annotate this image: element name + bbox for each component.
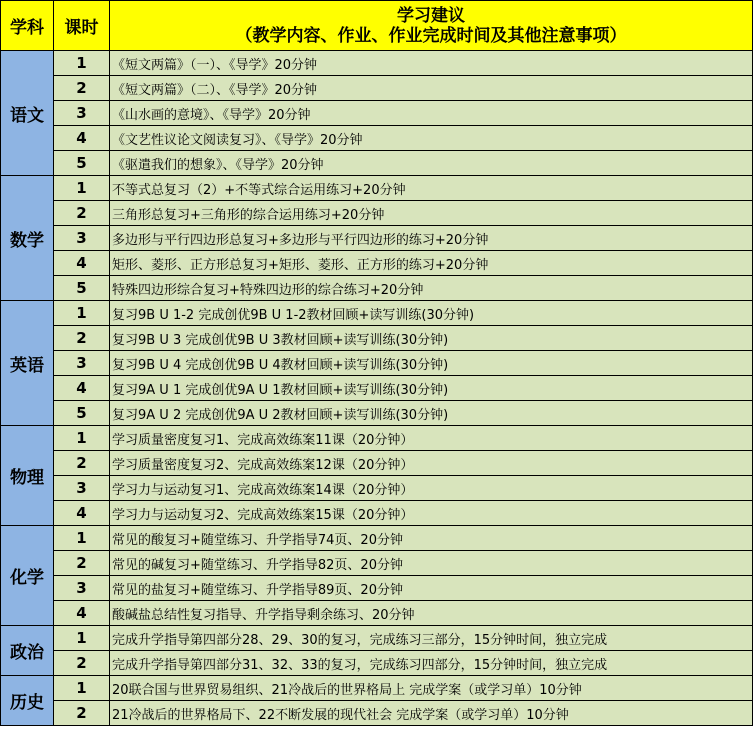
table-row [1,101,753,126]
table-body [1,51,753,726]
advice-cell: 完成升学指导第四部分31、32、33的复习，完成练习四部分，15分钟时间，独立完成 [110,651,753,676]
advice-cell: 学习质量密度复习1、完成高效练案11课（20分钟） [110,426,753,451]
period-cell: 4 [54,601,110,626]
advice-cell: 酸碱盐总结性复习指导、升学指导剩余练习、20分钟 [110,601,753,626]
period-cell: 3 [54,476,110,501]
table-row [1,251,753,276]
period-cell: 4 [54,126,110,151]
period-cell: 1 [54,176,110,201]
table-row [1,276,753,301]
advice-cell: 《文艺性议论文阅读复习》、《导学》20分钟 [110,126,753,151]
table-row [1,476,753,501]
table-row [1,401,753,426]
advice-cell: 矩形、菱形、正方形总复习+矩形、菱形、正方形的练习+20分钟 [110,251,753,276]
table-row [1,351,753,376]
header-subject: 学科 [1,1,54,51]
subject-cell: 英语 [1,301,54,426]
period-cell: 1 [54,426,110,451]
subject-cell: 历史 [1,676,54,726]
table-row [1,51,753,76]
subject-cell: 数学 [1,176,54,301]
table-row [1,676,753,701]
period-cell: 5 [54,401,110,426]
period-cell: 1 [54,626,110,651]
subject-cell: 政治 [1,626,54,676]
advice-cell: 完成升学指导第四部分28、29、30的复习，完成练习三部分，15分钟时间，独立完成 [110,626,753,651]
header-advice [110,1,753,51]
period-cell: 2 [54,451,110,476]
period-cell: 2 [54,551,110,576]
period-cell: 1 [54,676,110,701]
period-cell: 3 [54,226,110,251]
period-cell: 1 [54,301,110,326]
advice-cell: 多边形与平行四边形总复习+多边形与平行四边形的练习+20分钟 [110,226,753,251]
advice-cell: 常见的碱复习+随堂练习、升学指导82页、20分钟 [110,551,753,576]
advice-cell: 《短文两篇》（二）、《导学》20分钟 [110,76,753,101]
table-row [1,76,753,101]
period-cell: 4 [54,251,110,276]
table-row [1,501,753,526]
advice-cell: 学习质量密度复习2、完成高效练案12课（20分钟） [110,451,753,476]
subject-cell: 语文 [1,51,54,176]
table-row [1,701,753,726]
subject-cell: 物理 [1,426,54,526]
table-row [1,126,753,151]
header-advice-subtitle: （教学内容、作业、作业完成时间及其他注意事项） [235,25,627,46]
period-cell: 1 [54,526,110,551]
table-row [1,551,753,576]
advice-cell: 常见的盐复习+随堂练习、升学指导89页、20分钟 [110,576,753,601]
advice-cell: 复习9B U 1-2 完成创优9B U 1-2教材回顾+读写训练(30分钟) [110,301,753,326]
advice-cell: 《山水画的意境》、《导学》20分钟 [110,101,753,126]
table-row [1,426,753,451]
table-row [1,626,753,651]
header-row [1,1,753,51]
header-advice-title: 学习建议 [397,5,465,26]
advice-cell: 《驱遣我们的想象》、《导学》20分钟 [110,151,753,176]
advice-cell: 学习力与运动复习2、完成高效练案15课（20分钟） [110,501,753,526]
table-row [1,301,753,326]
period-cell: 1 [54,51,110,76]
table-row [1,651,753,676]
period-cell: 5 [54,151,110,176]
period-cell: 4 [54,376,110,401]
advice-cell: 复习9B U 4 完成创优9B U 4教材回顾+读写训练(30分钟) [110,351,753,376]
advice-cell: 复习9A U 1 完成创优9A U 1教材回顾+读写训练(30分钟) [110,376,753,401]
table-row [1,201,753,226]
advice-cell: 《短文两篇》（一）、《导学》20分钟 [110,51,753,76]
table-row [1,376,753,401]
period-cell: 2 [54,201,110,226]
table-row [1,176,753,201]
period-cell: 5 [54,276,110,301]
period-cell: 2 [54,326,110,351]
advice-cell: 21冷战后的世界格局下、22不断发展的现代社会 完成学案（或学习单）10分钟 [110,701,753,726]
table-row [1,601,753,626]
period-cell: 2 [54,76,110,101]
advice-cell: 特殊四边形综合复习+特殊四边形的综合练习+20分钟 [110,276,753,301]
table-row [1,226,753,251]
period-cell: 4 [54,501,110,526]
advice-cell: 复习9B U 3 完成创优9B U 3教材回顾+读写训练(30分钟) [110,326,753,351]
header-period: 课时 [54,1,110,51]
period-cell: 3 [54,351,110,376]
table-row [1,451,753,476]
advice-cell: 学习力与运动复习1、完成高效练案14课（20分钟） [110,476,753,501]
advice-cell: 不等式总复习（2）+不等式综合运用练习+20分钟 [110,176,753,201]
table-row [1,151,753,176]
advice-cell: 常见的酸复习+随堂练习、升学指导74页、20分钟 [110,526,753,551]
table-row [1,576,753,601]
advice-cell: 复习9A U 2 完成创优9A U 2教材回顾+读写训练(30分钟) [110,401,753,426]
period-cell: 2 [54,701,110,726]
table-row [1,526,753,551]
period-cell: 2 [54,651,110,676]
advice-cell: 三角形总复习+三角形的综合运用练习+20分钟 [110,201,753,226]
subject-cell: 化学 [1,526,54,626]
period-cell: 3 [54,101,110,126]
advice-cell: 20联合国与世界贸易组织、21冷战后的世界格局上 完成学案（或学习单）10分钟 [110,676,753,701]
period-cell: 3 [54,576,110,601]
table-row [1,326,753,351]
